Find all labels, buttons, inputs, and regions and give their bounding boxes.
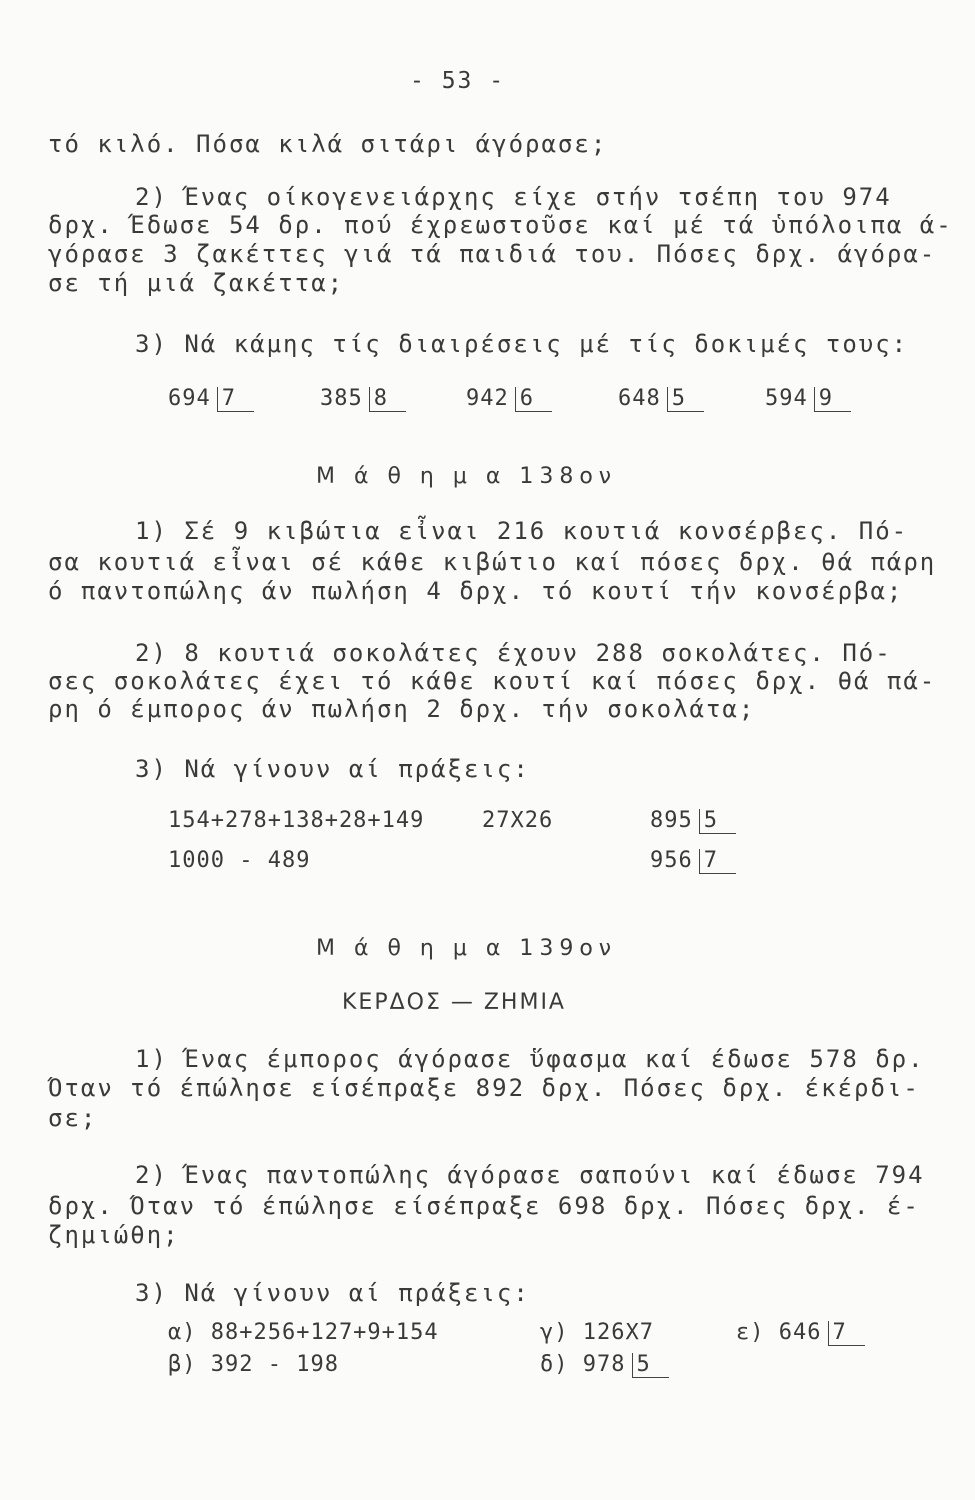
lesson-138-title: Μ ά θ η μ α 138ον [316, 464, 618, 489]
l138-problem-1-line-3: ό παντοπώλης άν πωλήση 4 δρχ. τό κουτί τήν κονσέρβα; [48, 577, 904, 605]
l139-problem-1-line-3: σε; [48, 1104, 98, 1132]
division-648-5: 648 5 [618, 384, 704, 414]
intro-line: τό κιλό. Πόσα κιλά σιτάρι άγόρασε; [48, 130, 608, 158]
problem-2-line-2: δρχ. Έδωσε 54 δρ. πού έχρεωστοῦσε καί μέ τά ὑπόλοιπα ά- [48, 211, 953, 239]
lesson-139-title: Μ ά θ η μ α 139ον [316, 936, 618, 961]
problem-3-line: 3) Νά κάμης τίς διαιρέσεις μέ τίς δοκιμές τους: [135, 330, 909, 358]
l139-problem-2-line-2: δρχ. Όταν τό έπώλησε είσέπραξε 698 δρχ. Πόσες δρχ. έ- [48, 1192, 920, 1220]
ops-139-e: ε) 646 7 [736, 1318, 865, 1348]
ops-139-c: γ) 126Χ7 [540, 1320, 654, 1345]
problem-2-line-3: γόρασε 3 ζακέττες γιά τά παιδιά του. Πόσες δρχ. άγόρα- [48, 240, 937, 268]
ops-138-difference: 1000 - 489 [168, 848, 311, 873]
division-956-7: 956 7 [650, 846, 736, 876]
ops-138-product: 27Χ26 [482, 808, 554, 833]
division-942-6: 942 6 [466, 384, 552, 414]
division-594-9: 594 9 [765, 384, 851, 414]
ops-139-a: α) 88+256+127+9+154 [168, 1320, 439, 1345]
l139-problem-3-line: 3) Νά γίνουν αί πράξεις: [135, 1279, 530, 1307]
l138-problem-2-line-3: ρη ό έμπορος άν πωλήση 2 δρχ. τήν σοκολάτα; [48, 695, 756, 723]
l139-problem-2-line-1: 2) Ένας παντοπώλης άγόρασε σαπούνι καί έδωσε 794 [135, 1161, 925, 1189]
l138-problem-2-line-1: 2) 8 κουτιά σοκολάτες έχουν 288 σοκολάτες. Πό- [135, 639, 892, 667]
page-number: - 53 - [410, 68, 506, 94]
division-694-7: 694 7 [168, 384, 254, 414]
l138-problem-1-line-2: σα κουτιά εἶναι σέ κάθε κιβώτιο καί πόσες δρχ. θά πάρη [48, 548, 937, 576]
l138-problem-2-line-2: σες σοκολάτες έχει τό κάθε κουτί καί πόσες δρχ. θά πά- [48, 667, 937, 695]
division-895-5: 895 5 [650, 806, 736, 836]
l139-problem-1-line-1: 1) Ένας έμπορος άγόρασε ὕφασμα καί έδωσε 578 δρ. [135, 1045, 925, 1073]
problem-2-line-4: σε τή μιά ζακέττα; [48, 269, 345, 297]
division-385-8: 385 8 [320, 384, 406, 414]
l138-problem-1-line-1: 1) Σέ 9 κιβώτια εἶναι 216 κουτιά κονσέρβες. Πό- [135, 517, 909, 545]
lesson-139-heading: ΚΕΡΔΟΣ — ΖΗΜΙΑ [342, 990, 566, 1015]
ops-139-d: δ) 978 5 [540, 1350, 669, 1380]
l138-problem-3-line: 3) Νά γίνουν αί πράξεις: [135, 755, 530, 783]
ops-139-b: β) 392 - 198 [168, 1352, 339, 1377]
problem-2-line-1: 2) Ένας οίκογενειάρχης είχε στήν τσέπη του 974 [135, 183, 892, 211]
l139-problem-2-line-3: ζημιώθη; [48, 1221, 180, 1249]
ops-138-sum: 154+278+138+28+149 [168, 808, 425, 833]
l139-problem-1-line-2: Όταν τό έπώλησε είσέπραξε 892 δρχ. Πόσες δρχ. έκέρδι- [48, 1074, 920, 1102]
